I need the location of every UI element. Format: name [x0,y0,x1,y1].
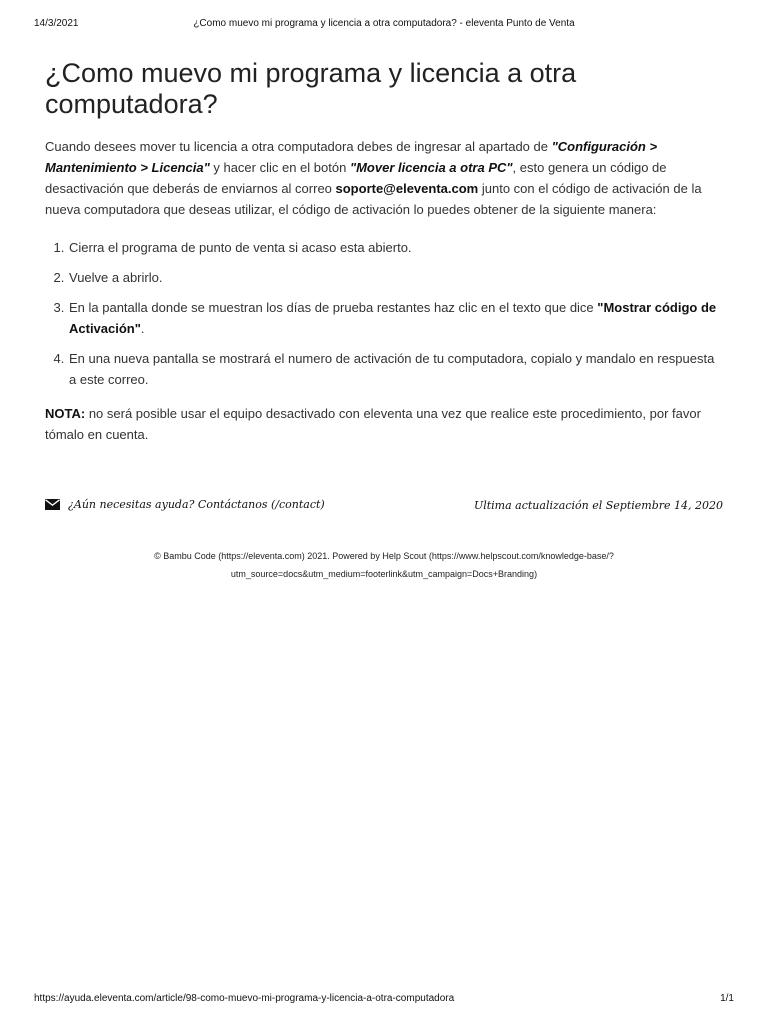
intro-text-4: junto con el código de activación de la nueva computadora que deseas utilizar, el código de activación lo puedes obtener de la siguiente manera: [45,181,702,217]
note-text: no será posible usar el equipo desactivado con eleventa una vez que realice este procedimiento, por favor tómalo en cuenta. [45,406,701,442]
step-item [68,348,725,390]
print-url: https://ayuda.eleventa.com/article/98-como-muevo-mi-programa-y-licencia-a-otra-computadora [34,993,455,1004]
note-paragraph [45,403,725,445]
print-header [34,18,734,32]
step-text: Vuelve a abrirlo. [69,270,163,285]
article-title: ¿Como muevo mi programa y licencia a otra computadora? [45,58,577,119]
intro-paragraph [45,136,725,220]
print-date: 14/3/2021 [34,18,79,29]
intro-text-3: , esto genera un código de desactivación que deberás de enviarnos al correo [45,160,667,196]
intro-button-name: "Mover licencia a otra PC" [349,160,513,175]
step-text-after: . [140,321,145,336]
step-text: Cierra el programa de punto de venta si acaso esta abierto. [69,240,412,255]
step-text: En una nueva pantalla se mostrará el numero de activación de tu computadora, copialo y mandalo en respuesta a este correo. [69,351,715,387]
intro-text-2: y hacer clic en el botón [209,160,350,175]
support-email: soporte@eleventa.com [335,181,479,196]
print-footer [34,993,734,1007]
step-item [68,237,725,258]
print-page-title: ¿Como muevo mi programa y licencia a otra computadora? - eleventa Punto de Venta [193,18,575,29]
powered-by-line-2[interactable]: utm_source=docs&utm_medium=footerlink&utm_campaign=Docs+Branding) [230,569,538,579]
article [45,58,725,445]
contact-link-text: ¿Aún necesitas ayuda? Contáctanos (/contact) [68,498,325,511]
step-bold-text: "Mostrar código de Activación" [69,300,717,336]
article-meta-row [45,496,723,516]
steps-list [45,237,725,390]
step-item [68,267,725,288]
intro-text-1: Cuando desees mover tu licencia a otra computadora debes de ingresar al apartado de [45,139,552,154]
print-page-number: 1/1 [720,993,734,1004]
powered-by-line-1[interactable]: © Bambu Code (https://eleventa.com) 2021. Powered by Help Scout (https://www.helpscout.com/knowledge-base/? [154,551,614,561]
last-updated: Ultima actualización el Septiembre 14, 2020 [473,499,723,512]
powered-by-footer [60,547,708,583]
intro-menu-path: "Configuración > Mantenimiento > Licencia" [45,139,658,175]
envelope-icon [45,499,60,510]
note-label: NOTA: [45,406,86,421]
contact-link[interactable] [45,498,325,511]
step-text: En la pantalla donde se muestran los días de prueba restantes haz clic en el texto que dice [69,300,598,315]
step-item [68,297,725,339]
